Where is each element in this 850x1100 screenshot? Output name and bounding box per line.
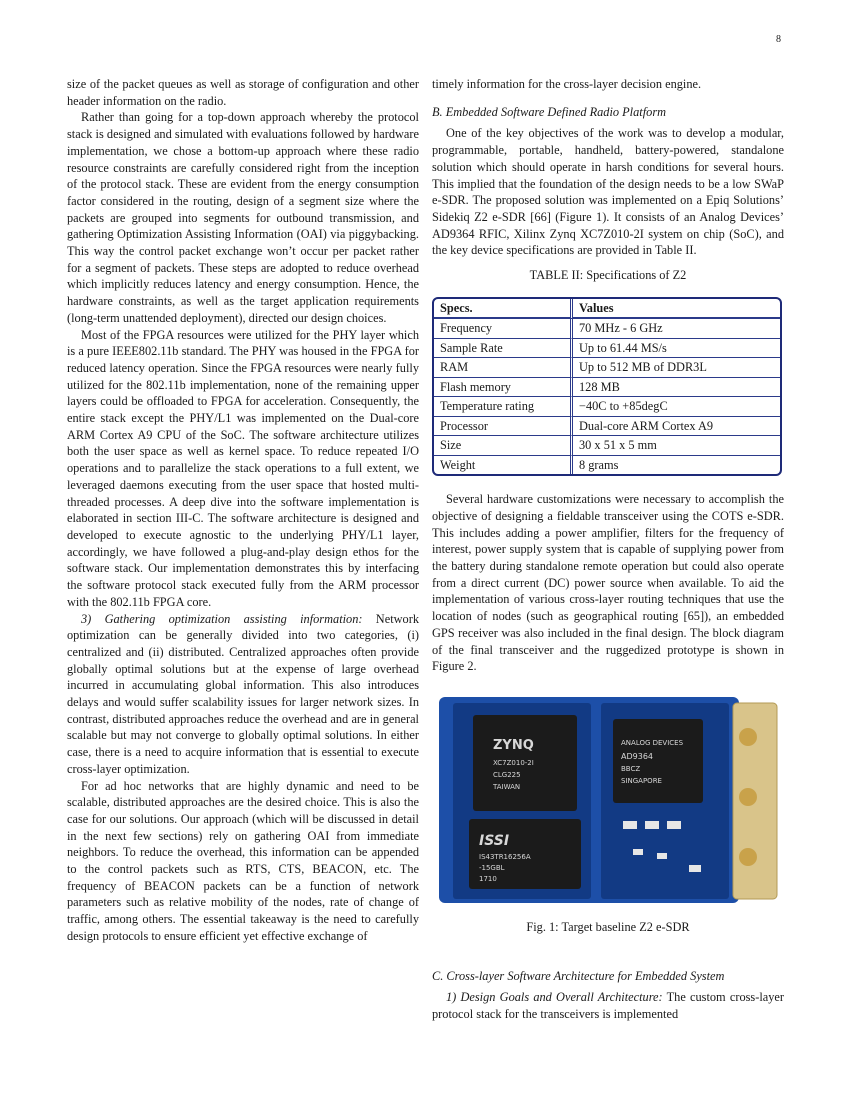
paragraph — [67, 611, 419, 778]
spec-value-cell: −40C to +85degC — [573, 397, 780, 417]
spec-value-cell: 8 grams — [579, 457, 619, 472]
rf-connector — [739, 848, 757, 866]
section-heading: C. Cross-layer Software Architecture for Embedded System — [432, 968, 725, 983]
paragraph: One of the key objectives of the work was to develop a modular, programmable, portable, handheld, battery-powered, standalone solution which should operate in harsh conditions for several hours. This implied that the foundation of the design needs to be a low SWaP e-SDR. The proposed solution was implemented on a Epiq Solutions’ Sidekiq Z2 e-SDR [66] (Figure 1). It consists of an Analog Devices’ AD9364 RFIC, Xilinx Zynq XC7Z010-2I system on chip (SoC), and the key device specifications are provided in Table II. — [432, 126, 784, 258]
table-row — [434, 456, 780, 475]
board-illustration — [433, 689, 783, 909]
spec-value-cell: 70 MHz - 6 GHz — [573, 319, 780, 339]
chip-label: ANALOG DEVICES — [621, 738, 684, 747]
subsection-heading: 1) Design Goals and Overall Architecture: — [446, 990, 663, 1005]
spec-name-cell: Size — [434, 436, 573, 456]
chip-label: SINGAPORE — [621, 776, 662, 785]
spec-name-cell: Flash memory — [434, 378, 573, 398]
chip-label: ZYNQ — [493, 737, 534, 753]
component — [667, 821, 681, 829]
table-row — [434, 378, 780, 398]
figure-caption: Fig. 1: Target baseline Z2 e-SDR — [526, 919, 690, 934]
table-row — [434, 436, 780, 456]
component — [633, 849, 643, 855]
paragraph-text: Network optimization can be generally divided into two categories, (i) centralized and (ii) distributed. Centralized approaches often provide globally optimal solutions but at the expense of large overhead incurred in accumulating global information. This also introduces delays and would suffer scalability issues for larger network sizes. In contrast, distributed approaches reduce the overhead and are in general scalable but may not converge to globally optimal solutions. In either case, there is a need to acquire information that is essential to execute cross-layer optimization. — [67, 611, 419, 776]
spec-value-cell: 128 MB — [573, 378, 780, 398]
table-row — [434, 339, 780, 359]
sdr-board-photo — [433, 689, 783, 909]
component — [623, 821, 637, 829]
spec-value-cell: Up to 61.44 MS/s — [573, 339, 780, 359]
table-header-cell: Specs. — [434, 299, 573, 320]
spec-value-cell: 30 x 51 x 5 mm — [573, 436, 780, 456]
chip-label: 1710 — [479, 874, 497, 883]
section-heading: B. Embedded Software Defined Radio Platform — [432, 104, 667, 119]
spec-value-cell: Up to 512 MB of DDR3L — [573, 358, 780, 378]
spec-name-cell: RAM — [434, 358, 573, 378]
table-caption: TABLE II: Specifications of Z2 — [529, 268, 687, 283]
paragraph: Several hardware customizations were necessary to accomplish the objective of designing a fieldable transceiver using the COTS e-SDR. This includes adding a power amplifier, filters for the frequency of interest, power supply system that is capable of supplying power from the battery during standalone remote operation but could also operate from a direct current (DC) power source when available. To aid the implementation of various cross-layer routing techniques that use the location of nodes (such as geographical routing [65]), an embedded GPS receiver was also included in the final design. The block diagram of the final transceiver and the ruggedized prototype is shown in Figure 2. — [432, 492, 784, 674]
rf-connector — [739, 728, 757, 746]
spec-name-cell: Frequency — [434, 319, 573, 339]
spec-name-cell: Sample Rate — [434, 339, 573, 359]
chip-label: XC7Z010-2I — [493, 758, 534, 767]
component — [689, 865, 701, 872]
page-number: 8 — [776, 34, 781, 45]
subsection-heading: 3) Gathering optimization assisting information: — [81, 611, 363, 626]
chip-label: AD9364 — [621, 751, 653, 761]
spec-name-cell: Temperature rating — [434, 397, 573, 417]
spec-table — [432, 297, 782, 477]
component — [657, 853, 667, 859]
paragraph: size of the packet queues as well as storage of configuration and other header information on the radio. — [67, 77, 419, 108]
chip-label: ISSI — [479, 832, 510, 849]
paragraph: For ad hoc networks that are highly dynamic and need to be scalable, distributed approaches are the desired choice. This is also the case for our solutions. Our approach (which will be discussed in detail in the next few sections) rely on gathering OAI from immediate neighbors. To reduce the overhead, this information can be appended to the control packets such as RTS, CTS, BEACON, etc. The frequency of BEACON packets can be a function of network parameters such as relative mobility of the nodes, rate of change of traffic, among others. The essential takeaway is the need to carefully design protocols to ensure efficient yet effective exchange of — [67, 778, 419, 943]
chip-label: TAIWAN — [493, 782, 521, 791]
chip-label: IS43TR16256A — [479, 852, 531, 861]
table-header-row — [434, 299, 780, 320]
left-column — [67, 76, 419, 945]
table-header-cell: Values — [573, 299, 780, 320]
rf-connector — [739, 788, 757, 806]
component — [645, 821, 659, 829]
spec-name-cell: Weight — [434, 456, 573, 475]
paragraph: timely information for the cross-layer decision engine. — [432, 77, 702, 91]
table-row — [434, 417, 780, 437]
table-row — [434, 358, 780, 378]
chip-label: BBCZ — [621, 764, 641, 773]
table-row — [434, 397, 780, 417]
paragraph: Rather than going for a top-down approach whereby the protocol stack is designed and simulated with evaluations followed by hardware implementation, we chose a bottom-up approach where these radio resource constraints are carefully considered right from the inception of the protocol stack. These are evident from the energy consumption factor considered in the routing, design of a segment size where the packets are grouped into segments for outbound transmission, and gathering Optimization Assisting Information (OAI) via piggybacking. This way the control packet exchange won’t occur per packet rather for a segment of packets. These steps are adopted to reduce overhead which implicitly reduces latency and energy consumption. Hence, the hardware constraints, as well as the target application requirements (long-term unattended deployment), directed our design choices. — [67, 110, 419, 325]
spec-value-cell: Dual-core ARM Cortex A9 — [573, 417, 780, 437]
paragraph: Most of the FPGA resources were utilized for the PHY layer which is a pure IEEE802.11b standard. The PHY was housed in the FPGA for reduced latency operation. Since the FPGA resources were nearly fully utilized for the 802.11b implementation, none of the remaining upper layers could be offloaded to FPGA for acceleration. Consequently, the entire stack except the PHY/L1 was implemented on the Dual-core ARM Cortex A9 CPU of the SoC. The software architecture utilizes both the user space as well as kernel space. To reduce repeated I/O operations and to parallelize the stack operations to a full extent, we leveraged daemons executing from the user space that hosted multi-threaded processes. A deep dive into the software implementation is elaborated in section III-C. The software architecture is designed and developed to execute agnostic to the underlying PHY/L1 layer, accordingly, we have followed a plug-and-play design ethos for the software stack. Our implementation demonstrates this by interfacing the software protocol stack executed fully from the ARM processor with the 802.11b FPGA core. — [67, 327, 419, 609]
chip-label: -15GBL — [479, 863, 505, 872]
paragraph — [432, 989, 784, 1022]
rfic-chip — [613, 719, 703, 803]
spec-name-cell: Processor — [434, 417, 573, 437]
table-row — [434, 319, 780, 339]
right-column — [432, 76, 784, 1023]
paragraph-text: The custom cross-layer protocol stack for the transceivers is implemented — [432, 990, 785, 1022]
chip-label: CLG225 — [493, 770, 521, 779]
